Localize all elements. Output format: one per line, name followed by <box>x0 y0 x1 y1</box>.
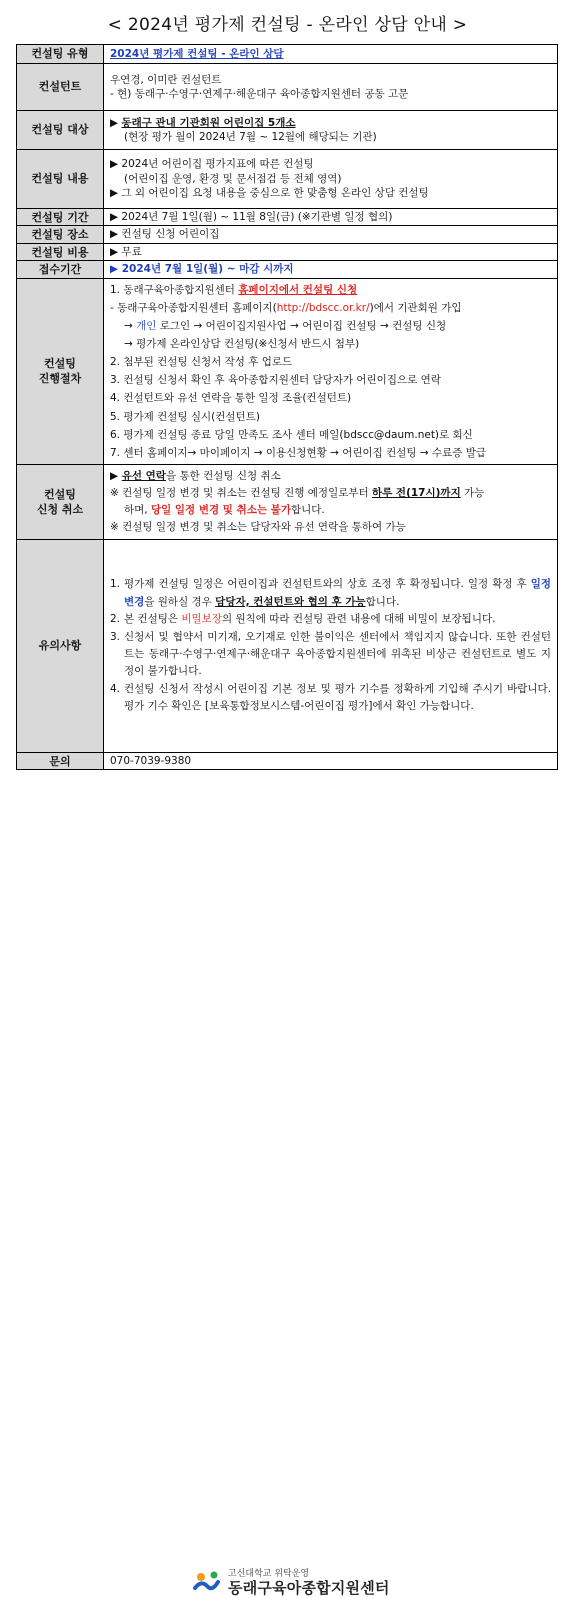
step-7: 7. 센터 홈페이지→ 마이페이지 → 이용신청현황 → 어린이집 컨설팅 → 수료증 발급 <box>110 446 487 459</box>
place-value: 컨설팅 신청 어린이집 <box>121 228 220 241</box>
footer <box>0 782 575 1597</box>
note-4: 4. 컨설팅 신청서 작성시 어린이집 기본 정보 및 평가 기수를 정확하게 기입해 주시기 바랍니다. 평가 기수 확인은 [보육통합정보시스템-어린이집 평가]에서 확인 가능합니다. <box>110 682 551 713</box>
row-procedure: 컨설팅 진행절차 1. 동래구육아종합지원센터 홈페이지에서 컨설팅 신청 - 동래구육아종합지원센터 홈페이지(http://bdscc.or.kr/)에서 기관회원 가입 → 개인 로그인 → 어린이집지원사업 → 어린이집 컨설팅 → 컨설팅 신청 → 평가제 온라인상담 컨설팅(※신청서 반드시 첨부) 2. 첨부된 컨설팅 신청서 작성 후 업로드 3. 컨설팅 신청서 확인 후 육아종합지원센터 담당자가 어린이집으로 연락 4. 컨설턴트와 유선 연락을 통한 일정 조율(컨설턴트) 5. 평가제 컨설팅 실시(컨설턴트) 6. 평가제 컨설팅 종료 당일 만족도 조사 센터 메일(bdscc@daum.net)로 회신 7. 센터 홈페이지→ 마이페이지 → 이용신청현황 → 어린이집 컨설팅 → 수료증 발급 <box>17 278 558 464</box>
arrow-icon: ▶ <box>110 245 119 258</box>
row-place <box>17 226 558 243</box>
arrow-icon: ▶ <box>110 228 119 241</box>
step-4: 4. 컨설턴트와 유선 연락을 통한 일정 조율(컨설턴트) <box>110 392 352 405</box>
page-title: < 2024년 평가제 컨설팅 - 온라인 상담 안내 > <box>107 15 468 35</box>
arrow-icon: ▶ <box>110 158 119 171</box>
note-2: 2. 본 컨설팅은 비밀보장의 원칙에 따라 컨설팅 관련 내용에 대해 비밀이 보장됩니다. <box>110 613 496 626</box>
row-consultant <box>17 64 558 111</box>
content-line2: (어린이집 운영, 환경 및 문서점검 등 전체 영역) <box>124 172 342 185</box>
label-deadline: 접수기간 <box>17 261 104 278</box>
label-consultant: 컨설턴트 <box>17 64 104 111</box>
label-contact: 문의 <box>17 752 104 769</box>
center-logo-icon <box>192 1568 222 1594</box>
deadline-value: 2024년 7월 1일(월) ~ 마감 시까지 <box>121 263 294 276</box>
arrow-icon: ▶ <box>110 187 119 200</box>
label-type: 컨설팅 유형 <box>17 45 104 64</box>
label-cancel: 컨설팅 신청 취소 <box>17 464 104 539</box>
arrow-icon: ▶ <box>110 470 122 483</box>
label-notes: 유의사항 <box>17 539 104 752</box>
homepage-link[interactable]: http://bdscc.or.kr/ <box>276 302 370 315</box>
row-type <box>17 45 558 64</box>
arrow-icon: ▶ <box>110 211 119 223</box>
label-content: 컨설팅 내용 <box>17 150 104 209</box>
label-cost: 컨설팅 비용 <box>17 243 104 260</box>
step-5: 5. 평가제 컨설팅 실시(컨설턴트) <box>110 410 260 423</box>
step-1-personal: 개인 <box>136 320 157 333</box>
row-target <box>17 111 558 150</box>
footer-center-name: 동래구육아종합지원센터 <box>228 1579 390 1597</box>
cancel-note: ※ 컨설팅 일정 변경 및 취소는 담당자와 유선 연락을 통하여 가능 <box>110 520 406 533</box>
note-1: 1. 평가제 컨설팅 일정은 어린이집과 컨설턴트와의 상호 조정 후 확정됩니다. 일정 확정 후 일정 변경을 원하실 경우 담당자, 컨설턴트와 협의 후 가능합니다. <box>110 578 551 608</box>
content-line1: 2024년 어린이집 평가지표에 따른 컨설팅 <box>121 158 314 171</box>
arrow-icon: ▶ <box>110 116 119 129</box>
row-deadline <box>17 261 558 278</box>
row-contact <box>17 752 558 769</box>
cost-value: 무료 <box>121 245 142 258</box>
row-period <box>17 209 558 226</box>
label-period: 컨설팅 기간 <box>17 209 104 226</box>
target-line1: 동래구 관내 기관회원 어린이집 5개소 <box>121 116 296 129</box>
step-1: 1. 동래구육아종합지원센터 <box>110 284 239 297</box>
consultant-names: 우연경, 이미란 컨설턴트 <box>110 73 222 86</box>
content-line3: 그 외 어린이집 요청 내용을 중심으로 한 맞춤형 온라인 상담 컨설팅 <box>121 187 429 200</box>
target-line2: (현장 평가 월이 2024년 7월 ~ 12월에 해당되는 기관) <box>124 131 377 143</box>
step-2: 2. 첨부된 컨설팅 신청서 작성 후 업로드 <box>110 356 293 369</box>
row-notes <box>17 539 558 752</box>
step-6: 6. 평가제 컨설팅 종료 당일 만족도 조사 센터 메일(bdscc@daum.net)로 회신 <box>110 428 473 441</box>
row-cancel: 컨설팅 신청 취소 ▶ 유선 연락을 통한 컨설팅 신청 취소 ※ 컨설팅 일정 변경 및 취소는 컨설팅 진행 예정일로부터 하루 전(17시)까지 가능 하며, 당일 일정 변경 및 취소는 불가합니다. ※ 컨설팅 일정 변경 및 취소는 담당자와 유선 연락을 통하여 가능 <box>17 464 558 539</box>
step-1-highlight: 홈페이지에서 컨설팅 신청 <box>238 284 358 297</box>
step-3: 3. 컨설팅 신청서 확인 후 육아종합지원센터 담당자가 어린이집으로 연락 <box>110 374 441 387</box>
note-3: 3. 신청서 및 협약서 미기재, 오기재로 인한 불이익은 센터에서 책임지지 않습니다. 또한 컨설턴트는 동래구·수영구·연제구·해운대구 육아종합지원센터에 위촉된 비상근 컨설턴트로 별도 지정이 불가합니다. <box>110 630 551 678</box>
footer-operator: 고신대학교 위탁운영 <box>228 1569 310 1579</box>
row-cost <box>17 243 558 260</box>
label-target: 컨설팅 대상 <box>17 111 104 150</box>
row-content <box>17 150 558 209</box>
contact-phone: 070-7039-9380 <box>104 752 558 769</box>
step-1-apply: → 평가제 온라인상담 컨설팅(※신청서 반드시 첨부) <box>124 338 360 351</box>
arrow-icon: ▶ <box>110 263 119 276</box>
label-procedure: 컨설팅 진행절차 <box>17 278 104 464</box>
label-place: 컨설팅 장소 <box>17 226 104 243</box>
consultant-role: - 현) 동래구·수영구·연제구·해운대구 육아종합지원센터 공동 고문 <box>110 88 409 100</box>
period-value: 2024년 7월 1일(월) ~ 11월 8일(금) (※기관별 일정 협의) <box>121 211 393 223</box>
info-table <box>16 44 558 770</box>
type-value: 2024년 평가제 컨설팅 - 온라인 상담 <box>110 47 284 60</box>
